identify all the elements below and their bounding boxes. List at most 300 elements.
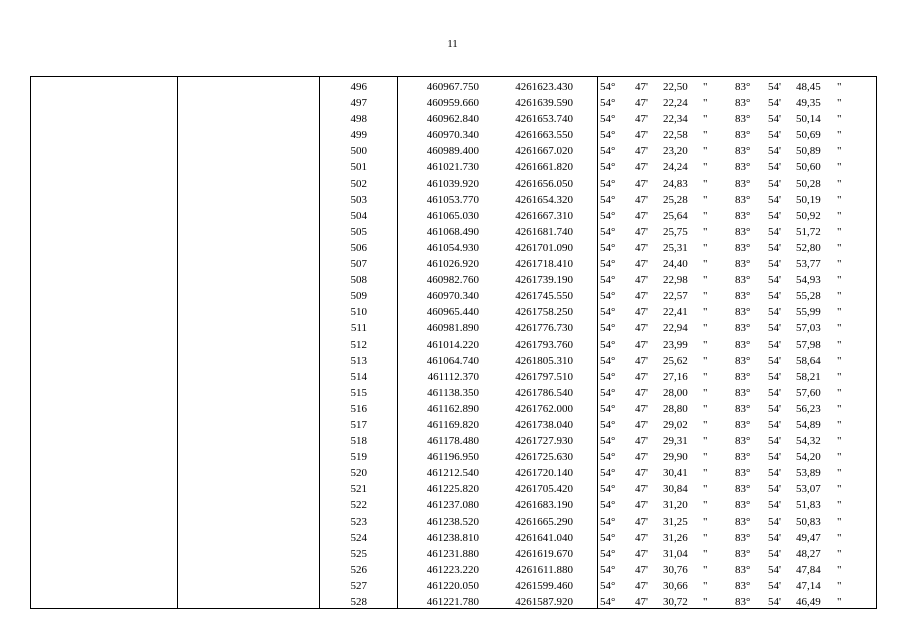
point-number: 511 [350, 322, 367, 335]
latitude-minutes: 47' [635, 418, 648, 431]
latitude-seconds-mark: " [703, 338, 708, 351]
longitude-degrees: 83° [735, 161, 751, 174]
latitude-seconds: 29,02 [663, 418, 688, 431]
x-coordinate: 460981.890 [426, 322, 479, 335]
longitude-seconds: 52,80 [796, 241, 821, 254]
longitude-minutes: 54' [768, 97, 781, 110]
longitude-seconds-mark: " [837, 451, 842, 464]
latitude-minutes: 47' [635, 547, 648, 560]
latitude-seconds-mark: " [703, 129, 708, 142]
table-body [31, 79, 876, 610]
longitude-minutes: 54' [768, 596, 781, 608]
x-coordinate: 460965.440 [426, 306, 479, 319]
longitude-seconds-mark: " [837, 370, 842, 383]
table-row [31, 497, 876, 513]
latitude-seconds-mark: " [703, 596, 708, 608]
latitude-seconds: 29,90 [663, 451, 688, 464]
longitude-seconds: 54,32 [796, 435, 821, 448]
y-coordinate: 4261587.920 [515, 596, 573, 608]
longitude-degrees: 83° [735, 129, 751, 142]
latitude-seconds: 22,41 [663, 306, 688, 319]
longitude-seconds: 54,20 [796, 451, 821, 464]
x-coordinate: 461238.810 [426, 531, 479, 544]
latitude-degrees: 54° [600, 97, 616, 110]
longitude-seconds-mark: " [837, 258, 842, 271]
point-number: 513 [350, 354, 367, 367]
table-row [31, 594, 876, 610]
point-number: 510 [350, 306, 367, 319]
y-coordinate: 4261667.310 [515, 209, 573, 222]
latitude-seconds-mark: " [703, 402, 708, 415]
latitude-seconds-mark: " [703, 370, 708, 383]
longitude-minutes: 54' [768, 563, 781, 576]
latitude-seconds: 31,25 [663, 515, 688, 528]
longitude-degrees: 83° [735, 209, 751, 222]
longitude-degrees: 83° [735, 435, 751, 448]
longitude-degrees: 83° [735, 563, 751, 576]
latitude-minutes: 47' [635, 290, 648, 303]
y-coordinate: 4261720.140 [515, 467, 573, 480]
latitude-degrees: 54° [600, 274, 616, 287]
latitude-minutes: 47' [635, 579, 648, 592]
latitude-minutes: 47' [635, 596, 648, 608]
latitude-seconds-mark: " [703, 161, 708, 174]
latitude-degrees: 54° [600, 515, 616, 528]
table-row [31, 111, 876, 127]
longitude-seconds: 50,60 [796, 161, 821, 174]
longitude-seconds: 48,27 [796, 547, 821, 560]
longitude-seconds-mark: " [837, 225, 842, 238]
longitude-minutes: 54' [768, 499, 781, 512]
longitude-seconds-mark: " [837, 596, 842, 608]
latitude-minutes: 47' [635, 322, 648, 335]
longitude-minutes: 54' [768, 258, 781, 271]
latitude-degrees: 54° [600, 290, 616, 303]
latitude-seconds-mark: " [703, 177, 708, 190]
longitude-seconds: 49,35 [796, 97, 821, 110]
latitude-minutes: 47' [635, 145, 648, 158]
latitude-seconds: 28,80 [663, 402, 688, 415]
longitude-seconds: 58,64 [796, 354, 821, 367]
longitude-minutes: 54' [768, 306, 781, 319]
latitude-seconds: 25,64 [663, 209, 688, 222]
latitude-degrees: 54° [600, 338, 616, 351]
x-coordinate: 461026.920 [426, 258, 479, 271]
longitude-seconds-mark: " [837, 547, 842, 560]
y-coordinate: 4261661.820 [515, 161, 573, 174]
latitude-degrees: 54° [600, 258, 616, 271]
point-number: 497 [350, 97, 367, 110]
latitude-minutes: 47' [635, 451, 648, 464]
longitude-minutes: 54' [768, 515, 781, 528]
latitude-minutes: 47' [635, 306, 648, 319]
x-coordinate: 460959.660 [426, 97, 479, 110]
latitude-seconds: 23,99 [663, 338, 688, 351]
table-row [31, 256, 876, 272]
latitude-seconds: 25,28 [663, 193, 688, 206]
longitude-seconds-mark: " [837, 209, 842, 222]
latitude-minutes: 47' [635, 225, 648, 238]
point-number: 528 [350, 596, 367, 608]
table-row [31, 127, 876, 143]
longitude-seconds-mark: " [837, 515, 842, 528]
latitude-degrees: 54° [600, 225, 616, 238]
x-coordinate: 461054.930 [426, 241, 479, 254]
longitude-seconds: 50,28 [796, 177, 821, 190]
x-coordinate: 461039.920 [426, 177, 479, 190]
latitude-seconds-mark: " [703, 435, 708, 448]
table-row [31, 304, 876, 320]
longitude-minutes: 54' [768, 435, 781, 448]
latitude-degrees: 54° [600, 129, 616, 142]
point-number: 512 [350, 338, 367, 351]
point-number: 500 [350, 145, 367, 158]
latitude-degrees: 54° [600, 531, 616, 544]
x-coordinate: 461068.490 [426, 225, 479, 238]
point-number: 515 [350, 386, 367, 399]
longitude-seconds-mark: " [837, 129, 842, 142]
longitude-minutes: 54' [768, 161, 781, 174]
y-coordinate: 4261641.040 [515, 531, 573, 544]
x-coordinate: 460970.340 [426, 129, 479, 142]
table-row [31, 546, 876, 562]
latitude-minutes: 47' [635, 241, 648, 254]
latitude-degrees: 54° [600, 354, 616, 367]
latitude-seconds: 30,84 [663, 483, 688, 496]
latitude-degrees: 54° [600, 322, 616, 335]
x-coordinate: 461225.820 [426, 483, 479, 496]
latitude-seconds: 22,94 [663, 322, 688, 335]
longitude-degrees: 83° [735, 483, 751, 496]
longitude-seconds-mark: " [837, 563, 842, 576]
longitude-minutes: 54' [768, 338, 781, 351]
latitude-degrees: 54° [600, 161, 616, 174]
longitude-seconds: 50,92 [796, 209, 821, 222]
table-row [31, 562, 876, 578]
table-row [31, 449, 876, 465]
y-coordinate: 4261599.460 [515, 579, 573, 592]
latitude-degrees: 54° [600, 563, 616, 576]
longitude-seconds: 47,14 [796, 579, 821, 592]
longitude-minutes: 54' [768, 209, 781, 222]
point-number: 504 [350, 209, 367, 222]
x-coordinate: 461021.730 [426, 161, 479, 174]
longitude-seconds: 50,19 [796, 193, 821, 206]
point-number: 501 [350, 161, 367, 174]
latitude-seconds-mark: " [703, 322, 708, 335]
longitude-seconds-mark: " [837, 483, 842, 496]
point-number: 502 [350, 177, 367, 190]
point-number: 496 [350, 81, 367, 93]
longitude-degrees: 83° [735, 322, 751, 335]
latitude-minutes: 47' [635, 81, 648, 93]
longitude-seconds-mark: " [837, 241, 842, 254]
longitude-seconds: 49,47 [796, 531, 821, 544]
point-number: 524 [350, 531, 367, 544]
longitude-seconds: 50,69 [796, 129, 821, 142]
longitude-minutes: 54' [768, 483, 781, 496]
y-coordinate: 4261738.040 [515, 418, 573, 431]
x-coordinate: 461238.520 [426, 515, 479, 528]
longitude-minutes: 54' [768, 177, 781, 190]
longitude-minutes: 54' [768, 354, 781, 367]
latitude-minutes: 47' [635, 258, 648, 271]
y-coordinate: 4261701.090 [515, 241, 573, 254]
latitude-degrees: 54° [600, 306, 616, 319]
longitude-degrees: 83° [735, 467, 751, 480]
y-coordinate: 4261681.740 [515, 225, 573, 238]
latitude-degrees: 54° [600, 499, 616, 512]
x-coordinate: 461065.030 [426, 209, 479, 222]
latitude-seconds: 22,58 [663, 129, 688, 142]
point-number: 498 [350, 113, 367, 126]
point-number: 509 [350, 290, 367, 303]
latitude-minutes: 47' [635, 435, 648, 448]
latitude-seconds-mark: " [703, 531, 708, 544]
table-row [31, 224, 876, 240]
y-coordinate: 4261745.550 [515, 290, 573, 303]
longitude-degrees: 83° [735, 193, 751, 206]
table-row [31, 320, 876, 336]
longitude-seconds-mark: " [837, 354, 842, 367]
x-coordinate: 461162.890 [427, 402, 479, 415]
longitude-degrees: 83° [735, 306, 751, 319]
x-coordinate: 460962.840 [426, 113, 479, 126]
y-coordinate: 4261656.050 [515, 177, 573, 190]
latitude-seconds: 25,31 [663, 241, 688, 254]
latitude-seconds: 24,83 [663, 177, 688, 190]
longitude-seconds: 53,07 [796, 483, 821, 496]
latitude-seconds-mark: " [703, 145, 708, 158]
latitude-seconds-mark: " [703, 386, 708, 399]
y-coordinate: 4261758.250 [515, 306, 573, 319]
latitude-seconds: 27,16 [663, 370, 688, 383]
longitude-seconds: 50,14 [796, 113, 821, 126]
latitude-seconds-mark: " [703, 81, 708, 93]
latitude-degrees: 54° [600, 386, 616, 399]
y-coordinate: 4261776.730 [515, 322, 573, 335]
longitude-minutes: 54' [768, 467, 781, 480]
longitude-seconds-mark: " [837, 499, 842, 512]
latitude-seconds-mark: " [703, 451, 708, 464]
latitude-degrees: 54° [600, 241, 616, 254]
latitude-seconds-mark: " [703, 97, 708, 110]
point-number: 505 [350, 225, 367, 238]
longitude-seconds-mark: " [837, 161, 842, 174]
longitude-minutes: 54' [768, 531, 781, 544]
latitude-seconds: 31,04 [663, 547, 688, 560]
latitude-degrees: 54° [600, 402, 616, 415]
point-number: 514 [350, 370, 367, 383]
y-coordinate: 4261797.510 [515, 370, 573, 383]
latitude-seconds: 25,62 [663, 354, 688, 367]
point-number: 506 [350, 241, 367, 254]
latitude-minutes: 47' [635, 209, 648, 222]
x-coordinate: 461220.050 [426, 579, 479, 592]
latitude-seconds-mark: " [703, 306, 708, 319]
latitude-minutes: 47' [635, 113, 648, 126]
longitude-degrees: 83° [735, 370, 751, 383]
point-number: 525 [350, 547, 367, 560]
latitude-seconds: 22,34 [663, 113, 688, 126]
latitude-degrees: 54° [600, 435, 616, 448]
latitude-seconds-mark: " [703, 483, 708, 496]
x-coordinate: 461196.950 [427, 451, 479, 464]
y-coordinate: 4261718.410 [515, 258, 573, 271]
point-number: 499 [350, 129, 367, 142]
latitude-minutes: 47' [635, 467, 648, 480]
point-number: 526 [350, 563, 367, 576]
longitude-seconds-mark: " [837, 274, 842, 287]
longitude-seconds-mark: " [837, 177, 842, 190]
longitude-degrees: 83° [735, 402, 751, 415]
longitude-seconds-mark: " [837, 290, 842, 303]
table-row [31, 417, 876, 433]
latitude-seconds: 30,72 [663, 596, 688, 608]
x-coordinate: 461014.220 [426, 338, 479, 351]
longitude-degrees: 83° [735, 531, 751, 544]
longitude-seconds: 58,21 [796, 370, 821, 383]
latitude-minutes: 47' [635, 515, 648, 528]
latitude-minutes: 47' [635, 97, 648, 110]
latitude-seconds-mark: " [703, 579, 708, 592]
table-row [31, 79, 876, 95]
x-coordinate: 461138.350 [427, 386, 479, 399]
table-row [31, 514, 876, 530]
longitude-minutes: 54' [768, 370, 781, 383]
latitude-degrees: 54° [600, 467, 616, 480]
coordinates-table [30, 76, 877, 609]
latitude-degrees: 54° [600, 145, 616, 158]
x-coordinate: 461231.880 [426, 547, 479, 560]
longitude-seconds-mark: " [837, 467, 842, 480]
latitude-minutes: 47' [635, 161, 648, 174]
longitude-seconds-mark: " [837, 113, 842, 126]
longitude-seconds: 54,89 [796, 418, 821, 431]
latitude-minutes: 47' [635, 338, 648, 351]
latitude-seconds: 22,50 [663, 81, 688, 93]
latitude-degrees: 54° [600, 193, 616, 206]
point-number: 518 [350, 435, 367, 448]
latitude-minutes: 47' [635, 563, 648, 576]
latitude-seconds-mark: " [703, 274, 708, 287]
point-number: 508 [350, 274, 367, 287]
longitude-seconds: 55,99 [796, 306, 821, 319]
y-coordinate: 4261793.760 [515, 338, 573, 351]
x-coordinate: 460982.760 [426, 274, 479, 287]
latitude-seconds: 31,26 [663, 531, 688, 544]
longitude-seconds-mark: " [837, 531, 842, 544]
longitude-seconds-mark: " [837, 306, 842, 319]
longitude-degrees: 83° [735, 579, 751, 592]
longitude-minutes: 54' [768, 547, 781, 560]
latitude-minutes: 47' [635, 193, 648, 206]
y-coordinate: 4261623.430 [515, 81, 573, 93]
longitude-seconds-mark: " [837, 81, 842, 93]
longitude-degrees: 83° [735, 81, 751, 93]
longitude-degrees: 83° [735, 225, 751, 238]
longitude-degrees: 83° [735, 386, 751, 399]
longitude-degrees: 83° [735, 113, 751, 126]
latitude-degrees: 54° [600, 483, 616, 496]
latitude-minutes: 47' [635, 354, 648, 367]
latitude-seconds-mark: " [703, 563, 708, 576]
longitude-minutes: 54' [768, 418, 781, 431]
latitude-seconds-mark: " [703, 258, 708, 271]
latitude-degrees: 54° [600, 370, 616, 383]
y-coordinate: 4261725.630 [515, 451, 573, 464]
longitude-seconds-mark: " [837, 338, 842, 351]
latitude-degrees: 54° [600, 113, 616, 126]
longitude-minutes: 54' [768, 225, 781, 238]
latitude-degrees: 54° [600, 451, 616, 464]
table-row [31, 272, 876, 288]
point-number: 522 [350, 499, 367, 512]
x-coordinate: 461212.540 [426, 467, 479, 480]
longitude-seconds-mark: " [837, 322, 842, 335]
longitude-degrees: 83° [735, 499, 751, 512]
longitude-degrees: 83° [735, 547, 751, 560]
x-coordinate: 461237.080 [426, 499, 479, 512]
y-coordinate: 4261663.550 [515, 129, 573, 142]
longitude-minutes: 54' [768, 322, 781, 335]
latitude-seconds: 24,40 [663, 258, 688, 271]
y-coordinate: 4261611.880 [515, 563, 573, 576]
x-coordinate: 460970.340 [426, 290, 479, 303]
table-row [31, 143, 876, 159]
longitude-degrees: 83° [735, 515, 751, 528]
longitude-seconds: 48,45 [796, 81, 821, 93]
latitude-minutes: 47' [635, 483, 648, 496]
table-row [31, 433, 876, 449]
table-row [31, 159, 876, 175]
longitude-minutes: 54' [768, 274, 781, 287]
longitude-minutes: 54' [768, 113, 781, 126]
y-coordinate: 4261654.320 [515, 193, 573, 206]
point-number: 521 [350, 483, 367, 496]
longitude-minutes: 54' [768, 145, 781, 158]
latitude-seconds-mark: " [703, 113, 708, 126]
longitude-seconds-mark: " [837, 418, 842, 431]
longitude-seconds-mark: " [837, 193, 842, 206]
latitude-degrees: 54° [600, 596, 616, 608]
latitude-seconds-mark: " [703, 547, 708, 560]
longitude-degrees: 83° [735, 451, 751, 464]
table-row [31, 208, 876, 224]
table-row [31, 465, 876, 481]
table-row [31, 369, 876, 385]
latitude-degrees: 54° [600, 418, 616, 431]
longitude-seconds: 53,89 [796, 467, 821, 480]
latitude-seconds: 25,75 [663, 225, 688, 238]
latitude-minutes: 47' [635, 499, 648, 512]
point-number: 519 [350, 451, 367, 464]
latitude-seconds: 30,76 [663, 563, 688, 576]
longitude-seconds-mark: " [837, 145, 842, 158]
latitude-seconds-mark: " [703, 241, 708, 254]
longitude-degrees: 83° [735, 338, 751, 351]
longitude-seconds: 55,28 [796, 290, 821, 303]
latitude-seconds: 30,66 [663, 579, 688, 592]
table-row [31, 401, 876, 417]
table-row [31, 385, 876, 401]
longitude-degrees: 83° [735, 145, 751, 158]
longitude-seconds: 56,23 [796, 402, 821, 415]
table-row [31, 530, 876, 546]
y-coordinate: 4261705.420 [515, 483, 573, 496]
latitude-degrees: 54° [600, 547, 616, 560]
x-coordinate: 461112.370 [427, 370, 479, 383]
